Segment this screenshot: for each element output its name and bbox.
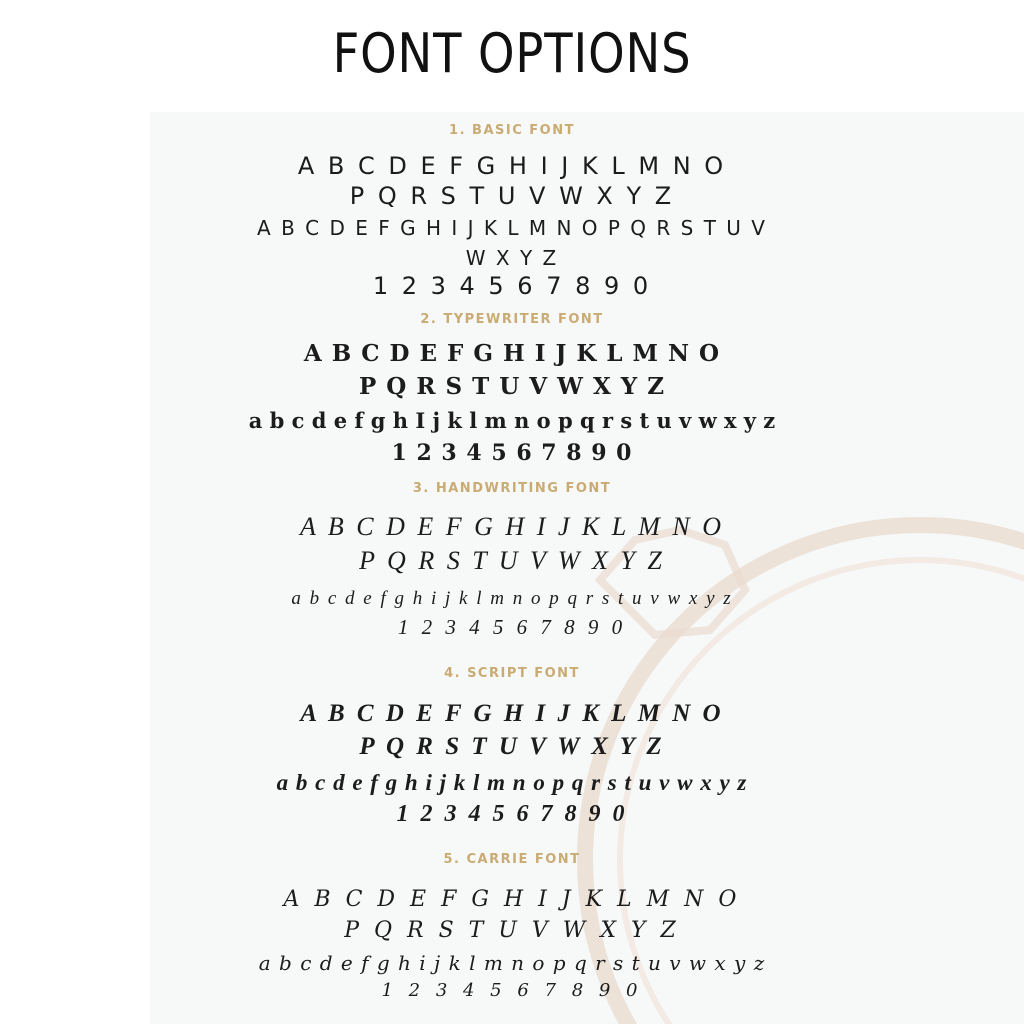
- carrie-lowercase-line: a b c d e f g h i j k l m n o p q r s t u v w x y z: [258, 951, 766, 975]
- script-uppercase-line-2: P Q R S T U V W X Y Z: [359, 733, 665, 760]
- page-title: FONT OPTIONS: [332, 22, 692, 85]
- typewriter-uppercase-line-2: P Q R S T U V W X Y Z: [358, 373, 666, 400]
- typewriter-lowercase-line: a b c d e f g h I j k l m n o p q r s t u v w x y z: [248, 408, 776, 433]
- basic-uppercase-line-1: A B C D E F G H I J K L M N O: [297, 152, 727, 180]
- section-heading-basic: 1. BASIC FONT: [449, 123, 575, 138]
- basic-uppercase-line-2: P Q R S T U V W X Y Z: [349, 182, 675, 210]
- carrie-uppercase-line-2: P Q R S T U V W X Y Z: [344, 918, 680, 943]
- basic-numbers-line: 1 2 3 4 5 6 7 8 9 0: [372, 272, 652, 300]
- typewriter-uppercase-line-1: A B C D E F G H I J K L M N O: [303, 340, 721, 367]
- section-heading-typewriter: 2. TYPEWRITER FONT: [420, 312, 604, 327]
- carrie-numbers-line: 1 2 3 4 5 6 7 8 9 0: [381, 980, 643, 1001]
- basic-line-3: A B C D E F G H I J K L M N O P Q R S T U V: [257, 216, 767, 240]
- script-numbers-line: 1 2 3 4 5 6 7 8 9 0: [396, 801, 628, 827]
- section-heading-carrie: 5. CARRIE FONT: [443, 852, 581, 867]
- carrie-uppercase-line-1: A B C D E F G H I J K L M N O: [283, 887, 741, 912]
- script-uppercase-line-1: A B C D E F G H I J K L M N O: [300, 700, 724, 727]
- section-heading-script: 4. SCRIPT FONT: [444, 666, 580, 681]
- script-lowercase-line: a b c d e f g h i j k l m n o p q r s t u v w x y z: [276, 770, 748, 795]
- basic-line-4: W X Y Z: [465, 246, 559, 270]
- handwriting-numbers-line: 1 2 3 4 5 6 7 8 9 0: [397, 615, 627, 639]
- handwriting-uppercase-line-2: P Q R S T U V W X Y Z: [359, 546, 665, 575]
- section-heading-handwriting: 3. HANDWRITING FONT: [412, 481, 612, 496]
- handwriting-lowercase-line: a b c d e f g h i j k l m n o p q r s t u v w x y z: [291, 588, 733, 609]
- typewriter-numbers-line: 1 2 3 4 5 6 7 8 9 0: [391, 440, 633, 466]
- handwriting-uppercase-line-1: A B C D E F G H I J K L M N O: [299, 512, 725, 541]
